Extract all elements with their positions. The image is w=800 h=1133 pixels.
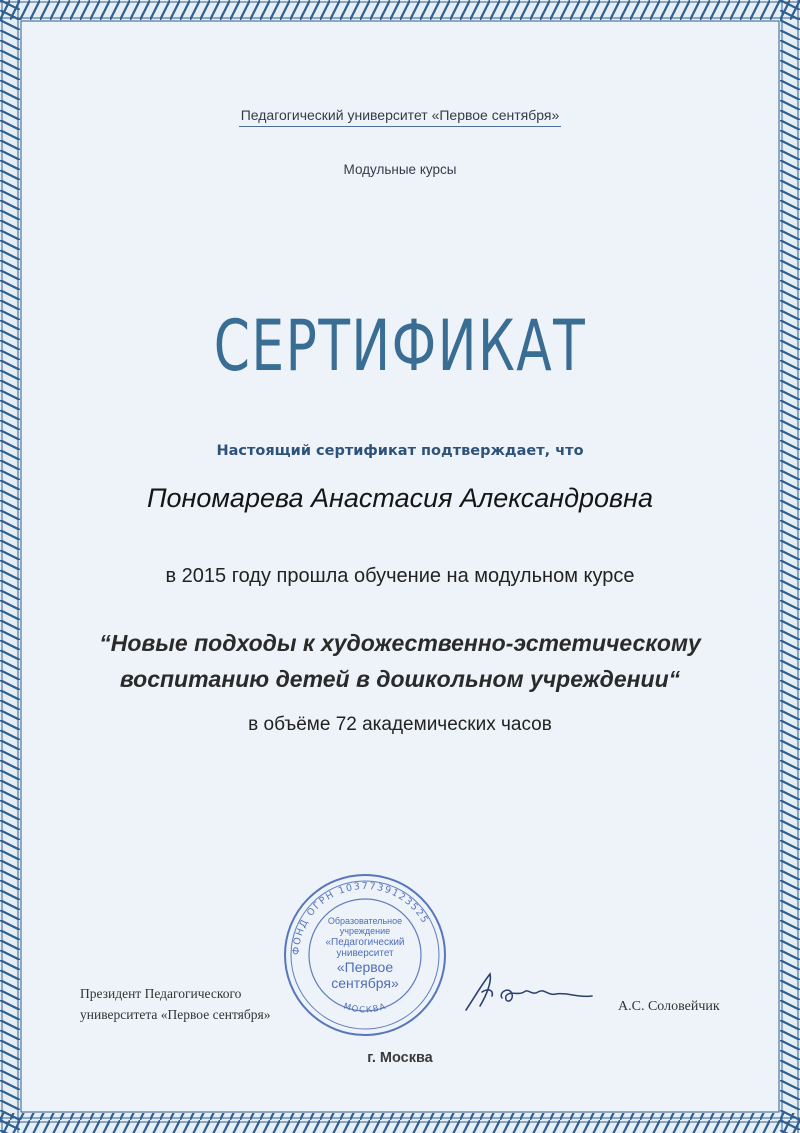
certificate-title: СЕРТИФИКАТ <box>213 305 587 387</box>
stamp-line3: «Педагогический <box>325 937 405 948</box>
stamp-line6: сентября» <box>331 975 399 991</box>
president-title-line1: Президент Педагогического <box>80 986 242 1001</box>
president-title <box>80 983 270 1025</box>
city: г. Москва <box>367 1050 433 1066</box>
president-name: А.С. Соловейчик <box>618 999 720 1014</box>
svg-text:МОСКВА <box>342 1002 388 1016</box>
course-title <box>0 625 800 697</box>
stamp-line1: Образовательное <box>327 916 403 926</box>
recipient-name: Пономарева Анастасия Александровна <box>146 483 654 513</box>
completion-text: в 2015 году прошла обучение на модульном курсе <box>165 565 635 587</box>
program-type: Модульные курсы <box>343 162 457 177</box>
signature <box>452 962 602 1022</box>
course-title-line1: “Новые подходы к художественно-эстетическому <box>99 630 701 656</box>
stamp-line5: «Первое <box>336 959 394 975</box>
president-title-line2: университета «Первое сентября» <box>80 1007 271 1022</box>
stamp-line2: учреждение <box>339 926 391 936</box>
course-title-line2: воспитанию детей в дошкольном учреждении“ <box>119 666 681 692</box>
university-name: Педагогический университет «Первое сентября» <box>239 107 562 127</box>
stamp-ring-text: ФОНД ОГРН 1037739123525 <box>290 880 431 956</box>
stamp-line4: университет <box>336 948 394 959</box>
confirmation-text: Настоящий сертификат подтверждает, что <box>216 443 584 459</box>
official-stamp <box>282 872 448 1038</box>
hours-text: в объёме 72 академических часов <box>248 714 552 735</box>
stamp-bottom-text: МОСКВА <box>342 1001 389 1016</box>
university-heading <box>0 107 800 127</box>
